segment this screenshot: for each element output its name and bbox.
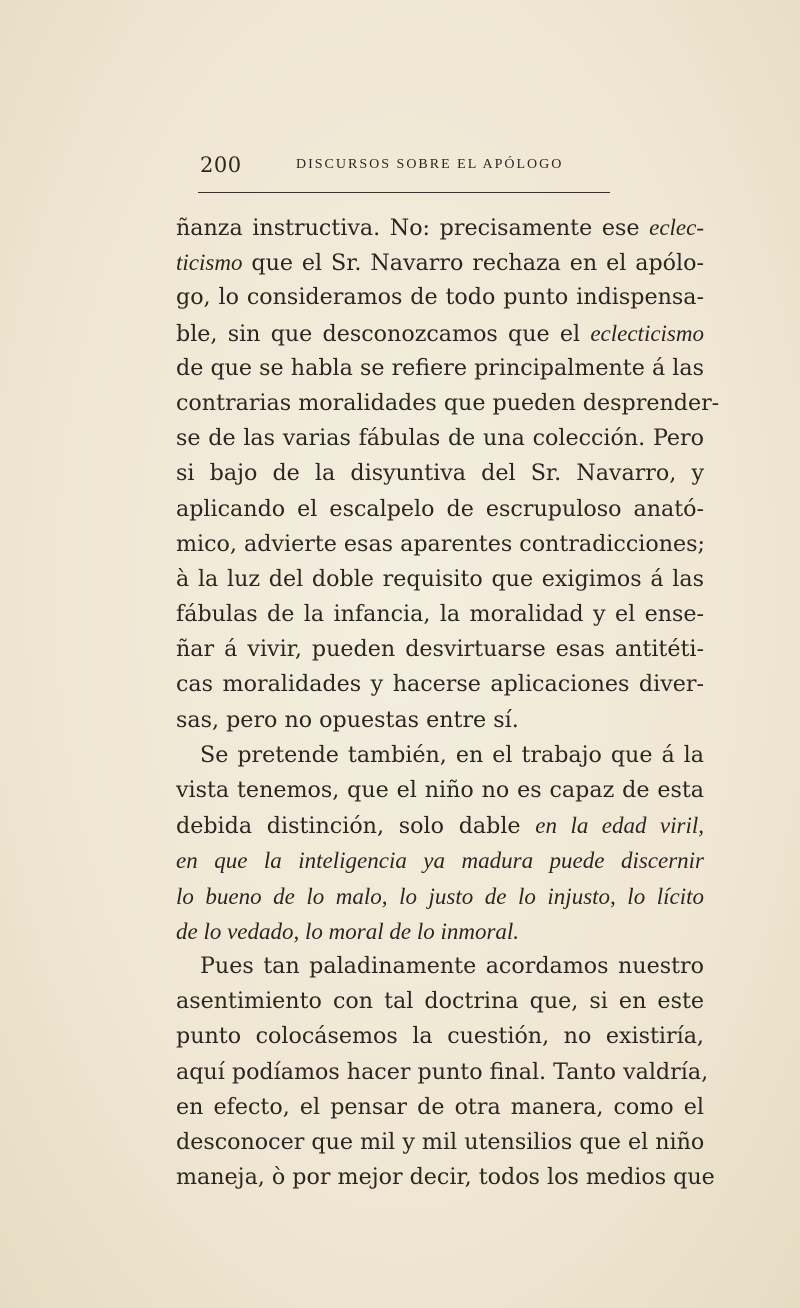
text-line bbox=[176, 456, 704, 491]
text-line bbox=[176, 738, 704, 773]
text-line bbox=[176, 843, 704, 878]
text-run: cas moralidades y hacerse aplicaciones diver- bbox=[176, 671, 704, 698]
italic-run: en que la inteligencia ya madura puede discernir bbox=[176, 848, 704, 874]
text-line bbox=[176, 1055, 709, 1090]
italic-run: de lo vedado, lo moral de lo inmoral. bbox=[176, 918, 520, 944]
running-title: DISCURSOS SOBRE EL APÓLOGO bbox=[296, 157, 564, 172]
text-line bbox=[176, 280, 704, 315]
text-line bbox=[176, 914, 704, 949]
italic-run: eclecticismo bbox=[590, 320, 704, 346]
text-line bbox=[176, 879, 704, 914]
text-line bbox=[176, 492, 704, 527]
italic-run: eclec- bbox=[649, 215, 704, 240]
text-run: asentimiento con tal doctrina que, si en este bbox=[176, 988, 704, 1015]
italic-run: lo bueno de lo malo, lo justo de lo injusto, lo lícito bbox=[176, 883, 704, 909]
italic-run: ticismo bbox=[176, 250, 243, 276]
text-run: Se pretende también, en el trabajo que á la bbox=[200, 741, 704, 768]
text-run: si bajo de la disyuntiva del Sr. Navarro, y bbox=[176, 460, 704, 487]
text-line bbox=[176, 1090, 704, 1125]
text-run: à la luz del doble requisito que exigimos á las bbox=[176, 565, 704, 592]
page-number: 200 bbox=[200, 153, 242, 177]
text-line bbox=[176, 773, 704, 808]
text-line bbox=[176, 527, 704, 562]
text-run: fábulas de la infancia, la moralidad y el ense- bbox=[176, 601, 704, 628]
text-line bbox=[176, 703, 704, 738]
text-line bbox=[176, 597, 704, 632]
text-run: go, lo consideramos de todo punto indispensa- bbox=[176, 284, 704, 311]
text-run: que el Sr. Navarro rechaza en el apólo- bbox=[242, 250, 704, 277]
text-run: de que se habla se refiere principalmente á las bbox=[176, 354, 704, 381]
text-line bbox=[176, 421, 704, 456]
text-line bbox=[176, 1019, 704, 1054]
page-header bbox=[200, 153, 620, 179]
text-line bbox=[176, 1125, 704, 1160]
text-line bbox=[176, 632, 704, 667]
text-run: ñanza instructiva. No: precisamente ese bbox=[176, 215, 650, 241]
text-run: sas, pero no opuestas entre sí. bbox=[176, 706, 519, 733]
text-run: contrarias moralidades que pueden desprender- bbox=[176, 389, 720, 416]
text-run: desconocer que mil y mil utensilios que el niño bbox=[176, 1128, 705, 1155]
text-run: aplicando el escalpelo de escrupuloso anató- bbox=[176, 495, 704, 522]
text-run: maneja, ò por mejor decir, todos los medios que bbox=[176, 1164, 715, 1191]
text-run: ñar á vivir, pueden desvirtuarse esas antitéti- bbox=[176, 636, 704, 663]
italic-run: en la edad viril, bbox=[535, 813, 704, 839]
text-line bbox=[176, 316, 704, 351]
text-line bbox=[176, 562, 704, 597]
text-run: ble, sin que desconozcamos que el bbox=[176, 320, 591, 347]
text-line bbox=[176, 949, 704, 984]
text-line bbox=[176, 351, 704, 386]
text-run: se de las varias fábulas de una colección. Pero bbox=[176, 425, 704, 452]
text-line bbox=[176, 245, 704, 280]
text-line bbox=[176, 667, 704, 702]
text-line bbox=[176, 1160, 715, 1195]
body-text bbox=[176, 210, 720, 1195]
text-line bbox=[176, 210, 704, 245]
text-line bbox=[176, 984, 704, 1019]
text-run: punto colocásemos la cuestión, no existiría, bbox=[176, 1023, 704, 1050]
text-line bbox=[176, 386, 720, 421]
text-run: vista tenemos, que el niño no es capaz de esta bbox=[176, 777, 704, 803]
header-rule bbox=[198, 192, 610, 193]
text-line bbox=[176, 808, 704, 843]
text-run: Pues tan paladinamente acordamos nuestro bbox=[200, 952, 704, 979]
text-run: debida distinción, solo dable bbox=[176, 813, 536, 840]
text-run: en efecto, el pensar de otra manera, como el bbox=[176, 1093, 704, 1120]
text-run: aquí podíamos hacer punto final. Tanto valdría, bbox=[176, 1058, 709, 1085]
text-run: mico, advierte esas aparentes contradicciones; bbox=[176, 530, 705, 557]
